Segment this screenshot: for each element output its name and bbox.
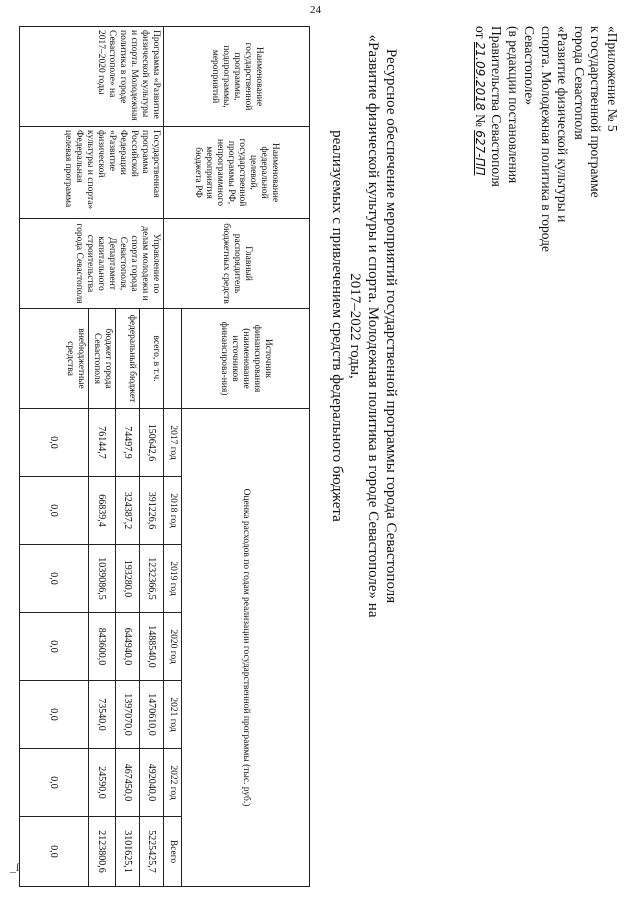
appendix-line: спорта. Молодежная политика в городе [539,26,554,252]
row-program-name: Программа «Развитие физической культуры и спорта. Молодежная политика в городе Севастополе» на 2017–2020 годы [20,27,164,127]
table-cell: 324387,2 [116,477,140,545]
source-label: внебюджетные средства [20,309,89,409]
number-label: № [473,113,488,127]
page-number: 24 [310,4,321,16]
table-cell: 1470610,0 [140,681,164,749]
table-cell: 3101625,1 [116,817,140,887]
table-cell: 76144,7 [89,409,116,477]
heading-line-3: реализуемых с привлечением средств федерального бюджета [329,130,345,522]
resource-table [19,26,310,887]
source-label: федеральный бюджет [116,309,140,409]
appendix-line: Правительства Севастополя [489,26,505,187]
year-header: 2021 год [164,681,182,749]
table-cell: 0,0 [20,681,89,749]
table-cell: 644940,0 [116,613,140,681]
appendix-line: «Приложение № 5 [605,26,620,132]
table-cell: 0,0 [20,817,89,887]
from-label: от [473,26,488,39]
appendix-line: города Севастополя [572,26,587,140]
table-cell: 492040,0 [140,749,164,817]
year-header: 2018 год [164,477,182,545]
heading-line-1: Ресурсное обеспечение мероприятий государственной программы города Севастополя [383,48,399,604]
source-blank [164,309,182,409]
year-header: 2022 год [164,749,182,817]
table-cell: 0,0 [20,545,89,613]
table-cell: 467450,0 [116,749,140,817]
year-header: 2019 год [164,545,182,613]
source-label: бюджет города Севастополя [89,309,116,409]
table-cell: 24590,0 [89,749,116,817]
table-cell: 193280,0 [116,545,140,613]
table-cell: 1397070,0 [116,681,140,749]
col-header-manager: Главный распорядитель бюджетных средств [164,219,310,309]
year-header: Всего [164,817,182,887]
col-header-source: Источник финансирования (наименование источников финансирова-ния) [182,309,310,409]
corner-mark: _ſ [10,860,20,874]
table-cell: 5225425,7 [140,817,164,887]
resolution-date-line [472,26,489,286]
col-header-federal: Наименование федеральной целевой, государственной программы РФ, непрограммного мероприятия бюджета РФ [164,127,310,219]
table-cell: 1488540,0 [140,613,164,681]
table-cell: 0,0 [20,477,89,545]
table-cell: 2123800,6 [89,817,116,887]
col-header-estimate: Оценка расходов по годам реализации государственной программы (тыс. руб.) [182,409,310,887]
table-cell: 1232366,5 [140,545,164,613]
row-federal-program: Государственная программа Российской Федерации «Развитие физической культуры и спорта» Федеральная целевая программа [20,127,164,219]
col-header-name: Наименование государственной программы, подпрограммы, мероприятий [164,27,310,127]
table-cell: 391226,6 [140,477,164,545]
appendix-block [472,26,621,286]
year-header: 2017 год [164,409,182,477]
table-cell: 843600,0 [89,613,116,681]
table-cell: 73540,0 [89,681,116,749]
appendix-line: Севастополе» [522,26,538,106]
row-manager: Управление по делам молодежи и спорта города Севастополя, Департамент капитального строительства города Севастополя [20,219,164,309]
table-cell: 74497,9 [116,409,140,477]
heading-line-2: «Развитие физической культуры и спорта. Молодежная политика в городе Севастополе» на 2017–2022 годы, [347,34,381,618]
table-cell: 0,0 [20,409,89,477]
appendix-line: «Развитие физической культуры и [555,26,571,223]
handwritten-number: 627-ПП [473,130,487,176]
table-cell: 1039086,5 [89,545,116,613]
rotated-page-content [20,26,620,886]
appendix-line: (в редакции постановления [506,26,521,184]
table-cell: 66839,4 [89,477,116,545]
table-cell: 0,0 [20,613,89,681]
year-header: 2020 год [164,613,182,681]
handwritten-date: 21.09.2018 [473,41,487,111]
document-heading [328,26,400,626]
appendix-line: к государственной программе [588,26,604,198]
table-cell: 150642,6 [140,409,164,477]
source-label: всего, в т.ч. [140,309,164,409]
table-cell: 0,0 [20,749,89,817]
